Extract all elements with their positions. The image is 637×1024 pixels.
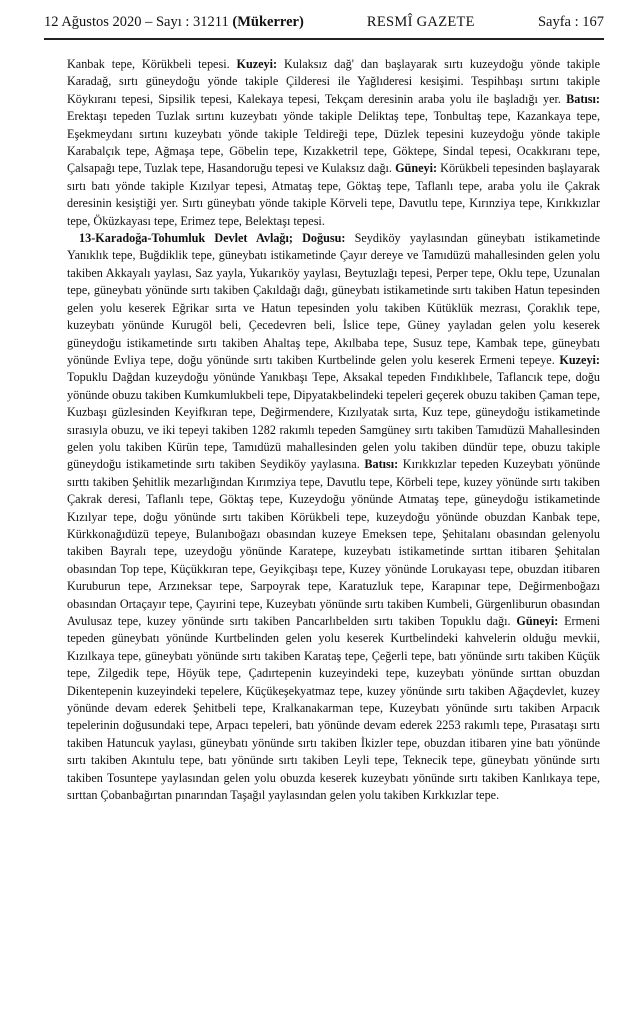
text-run: Kulaksız dağ' dan başlayarak sırtı kuzeydoğu yönde takiple Karadağ, sırtı güneydoğu yönde takiple Çilderesi ile Yağlıderesi kesişimi. Tespihbaşı sırtını takiple Köykıranı tepesi, Sipsilik tepesi, Kalekaya tepesi, Tekçam deresinin araba yolu ile başladığı yer. [67,57,600,106]
section-label: Kuzeyi: [236,57,278,71]
section-label: Kuzeyi: [559,352,600,367]
text-run: Körükbeli tepesinden başlayarak sırtı batı yönde takiple Kızılyar tepesi, Atmataş tepe, Göktaş tepe, Taflanlı tepe, araba yolu ile Çakrak deresinin kesiştiği yer. Sırtı güneybatı yönde takiple Körveli tepe, Davutlu tepe, Kırınziya tepe, Kırıkkızlar tepe, Öküzkayası tepe, Erimez tepe, Belektaşı tepesi. [67,161,600,228]
header-rule [44,38,604,40]
header-extra: (Mükerrer) [232,14,304,30]
text-run: Kanbak tepe, Körükbeli tepesi. [67,57,237,71]
paragraph-2 [67,230,600,804]
page-header [44,14,604,31]
header-date: 12 Ağustos 2020 – Sayı : 31211 [44,14,229,30]
text-run: Erektaşı tepeden Tuzlak sırtını kuzeybatı yönde takiple Deliktaş tepe, Tonbultaş tepe, Kazankaya tepe, Eşekmeydanı sırtını kuzeybatı yönde takiple Teldireği tepe, Düzlek tepesini kuzeydoğu yönde takiple Karabalçık tepe, Ağmaşa tepe, Göbelin tepe, Kızakketril tepe, Göktepe, Sindal tepesi, Ocakkıranı tepe, Çalsapağı tepe, Tuzlak tepe, Hasandoruğu tepesi ve Kulaksız dağı. [67,109,600,176]
text-run: Topuklu Dağdan kuzeydoğu yönünde Yanıkbaşı Tepe, Aksakal tepeden Fındıklıbele, Taflancık tepe, doğu yönünde obuzu takiben Kumkumlukbeli tepe, Dipyatakbelindeki tepeleri geçerek obuzu takiben Çaman tepe, Kuzbaşı güzlesinden Keyifkıran tepe, Değirmendere, Kızılyatak sırta, Kuz tepe, güneydoğu istikametinde sırasıyla obuzu, ve iki tepeyi takiben 1282 rakımlı tepeden Samgüney sırtı takiben Tamıdüzü Mahallesinden gelen yolu takiben Kürün tepe, Tamıdüzü mahallesinden gelen yolu takiben dündür tepe, obuzu takiple güneydoğu istikametinde sırtı takiben Seydiköy yaylasına. [67,370,600,472]
text-run: Kırıkkızlar tepeden Kuzeybatı yönünde sırttı takiben Şehitlik mezarlığından Kırımziya tepe, Davutlu tepe, Körbeli tepe, kuzey yönünde sırtı takiben Çakrak deresi, Taflanlı tepe, Göktaş tepe, Kuzeydoğu yönünde Atmataş tepe, güneydoğu istikametinde Kızılyar tepe, doğu yönünde sırtı takiben Körükbeli tepe, kuzeydoğu yönünde obuzdan Kanbak tepe, Kürkkonağıdüzü tepeye, Bulanıboğazı obasından kuzeye Emeksen tepe, Şehitalanı obasından gelenyolu takiben Bayralı tepe, uzeydoğu yönünde Karatepe, kuzeybatı istikametinde sırttan itibaren Şehitalan obasından Top tepe, Küçükkıran tepe, Geyikçibaşı tepe, Kuzey yönünde Lorukayası tepe, obuzdan itibaren Kuruburun tepe, Arzıneksar tepe, Sarpoyrak tepe, Karatuzluk tepe, Karapınar tepe, Değirmenboğazı obasından Ortaçayır tepe, Çayırini tepe, Kuzeybatı yönünde sırtı takiben Kumbeli, Gürgenliburun obasından Avulusaz tepe, kuzey yönünde sırtı takiben Pancarlıbelden sırtı takiben Topuklu dağı. [67,457,600,628]
header-date-issue [44,14,304,31]
document-body [67,56,600,804]
header-page-number: Sayfa : 167 [537,14,604,30]
section-label: Güneyi: [516,614,559,628]
text-run: Ermeni tepeden güneybatı yönünde Kurtbelinden gelen yolu keserek Kurtbelindeki kahvelerin olduğu mevkii, Kızılkaya tepe, güneybatı yönünde sırtı takiben Karataş tepe, Çeğerli tepe, batı yönünde sırtı takiben Küçük tepe, Zilgedik tepe, Höyük tepe, Çadırtepenin kuzeyindeki tepe, kuzeybatı yönünde sırttan obuzdan Dikentepenin kuzeyindeki tepelere, Küçükeşekyatmaz tepe, kuzey yönünde sırtı takiben Ağaçdevlet, kuzey yönünde devam ederek Şehitbeli tepe, Kralkanakarman tepe, Kuzeybatı yönünde sırtı takiben Arpacık tepelerinin doğusundaki tepe, Arpacı tepeleri, batı yönünde devam ederek 2253 rakımlı tepe, Pırasataşı sırtı takiben Hatuncuk yaylası, güneybatı yönünde sırtı takiben İkizler tepe, obuzdan itibaren yine batı yönünde sırtı takiben Akıntulu tepe, batı yönünde sırtı takiben Leyli tepe, Teknecik tepe, güneybatı yönünde sırtı takiben Tosuntepe yaylasından gelen yolu obuzda keserek kuzeybatı yönünde sırtı takiben Kanlıkaya tepe, sırttan Çobanbağırtan pınarından Taşağıl yaylasından gelen yolu takiben Kırkkızlar tepe. [67,614,600,803]
text-run: Seydiköy yaylasından güneybatı istikametinde Yanıklık tepe, Buğdiklik tepe, güneybatı istikametinde Çayır dereye ve Tamıdüzü mahallesinden gelen yolu takiben Akkayalı yaylası, Saz yayla, Yukarıköy yaylası, Beytuzlağı tepesi, Perper tepe, Oklu tepe, Uzunalan tepe, güneybatı yönünde sırtı takiben Çakıldağı dağı, güneybatı istikametinde sırtı takiben Hatun tepesinden gelen yolu keserek Eğrikar sırta ve Hatun tepesinden yolu takiben Kütüklük mezrası, Çoraklık tepe, kuzeybatı yönünde Kurugöl beli, Çecedevren beli, İslice tepe, Güney yayladan gelen yolu keserek güneydoğu istikametinde sırtı takiben Ahaltaş tepe, Akılbaba tepe, Susuz tepe, Kambak tepe, güneybatı yönünde Evliya tepe, doğu yönünde sırtı takiben Kurtbelinde gelen yolu keserek Ermeni tepeye. [67,231,600,367]
section-label: Güneyi: [395,161,438,176]
paragraph-1 [67,56,600,230]
section-label: Batısı: [364,457,399,472]
section-label: 13-Karadoğa-Tohumluk Devlet Avlağı; Doğusu: [79,231,346,246]
header-gazette-title: RESMÎ GAZETE [366,14,475,30]
section-label: Batısı: [566,91,600,106]
